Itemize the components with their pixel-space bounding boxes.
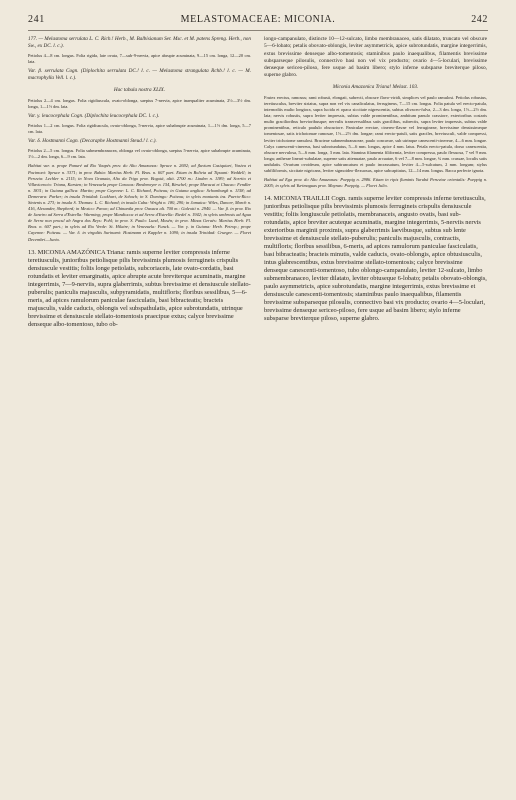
left-column xyxy=(28,36,251,332)
right-column-paragraph: Frutex erectus, ramosus; rami robusti, elongati, subrecti, obscure flavo-viridi, simplices vel paulo ramulosi. Petiolus robustus, teretiusculus, breviter striatus, supra non vel vix canaliculatus, ferrugineus, 7—15 cm. longus. Folia patula vel erecto-patula, internodiis multo longiora, supra lucida et opaca siccitate nigrescentia, subtus olivaceo-fulva, 2—3 dm. longa, 1½—2½ dm. lata; nervis robustis, supra leviter impressis, subtus valde prominentibus, ambitum panulo crassiore, exterioribus costaris multo gracilioribus brevioribusque; nervulis transversalibus satis gracilibus, subrectis, supra leviter impressis, subtus valde prominentibus, reticulo paululo obscuriore. Paniculae erectae, cinereo-flavae vel ferrugineae, brevissime densissimeque tomentosae, satis trichotomae ramosae, 1½—2½ dm. longae; rami erecto-patuli, satis graciles, breviusculi, valde compressi, leviter trichotome ramulosi. Bracteae submembranaceae, paulo concavae, sub utrinque canescenti-cinereae, 4—6 mm. longae. Calyx canescenti-cinereus, basi subrotundatus, 5—6 mm. longus, apice 4 mm. latus. Petala erecto-patula, dorso canescentia, obscure nervulosa, 5—6 mm. longa, 3 mm. lata. Stamina filamenta filiformia, leviter compressa, paulo flexuosa, 7 vel 9 mm. longa; antherae lineari-subulatae, superne satis attenuatae, paulo arcuatae, 6 vel 7—8 mm. longae, ¾ mm. crassae, loculis satis undulatis. Ovarium ovoideum, apice subtruncatum et paulo incrassatum, leviter 4—5-sulcatum, 2 mm. longum; stylus subfiliformis, siccitate nigricans, leviter sigmoideo-flexuosus, apice subcapitatus, 12—14 mm. longus. Bacca perfecte ignota. xyxy=(264,94,487,173)
right-column xyxy=(264,36,487,326)
right-column-paragraph: longo-campanulato, distincte 10—12-sulcato, limbo membranaceo, satis dilatato, truncato vel obscure 5—6-lobato; petalis obovato-oblongis, leviter asymmetricis, apice subrotundatis, margine integerrimis, extus brevissime denseque albo-tomentosis; staminibus paulo inaequalibus, filamentis brevissime subsparseque pilosulis, connectivo basi non vel vix producto; ovario 4—5-loculari, brevissime denseque sericeo-piloso, fere usque ad basim libero; stylo inferne subsparse breviterque piloso, superne glabro. xyxy=(264,36,487,79)
right-page-number: 242 xyxy=(471,14,488,25)
running-title: MELASTOMACEAE: MICONIA. xyxy=(180,14,336,25)
left-column-paragraph: Petiolus 2—4 cm. longus. Folia rigidiuscula, ovato-oblonga, saepius 7-nervia, apice inaequaliter acuminata, 2½—3½ dm. longa, 1—1½ dm. lata. xyxy=(28,97,251,109)
left-column-paragraph: Petiolus 4—8 cm. longus. Folia rigida, late ovata, 7—sub-9-nervia, apice abrupte acuminata, 9—15 cm. longa, 12—20 cm. lata. xyxy=(28,53,251,65)
right-column-paragraph: Miconia Amazonica Triana! Melast. 103. xyxy=(332,83,419,90)
left-column-paragraph: 177. — Melastoma serrulata L. C. Rich.! Herb., M. Balbisianum Ser. Msc. et M. patens Spreng. Herb., non Sw., ex DC. l. c.). xyxy=(28,36,251,50)
left-column-paragraph: Var. δ. Hostmanni Cogn. (Decaraphe Hostmanni Steud.! l. c.). xyxy=(28,138,157,145)
left-column-paragraph: Var. γ. leucocephala Cogn. (Diplochita leucocephala DC. l. c.). xyxy=(28,112,160,119)
left-column-paragraph: Habitat var. α. prope Panuré ad Rio Vaupés prov. do Alto Amazonas: Spruce n. 2692; ad fluvium Casiquiari, Vasiva et Pacimoni: Spruce n. 3371; in prov. Bahia: Martius Herb. Fl. Bras. n. 607 part. Etiam in Bolivia ad Tipuani: Weddell; in Peruvia: Lechler n. 2115; in Nova Granata, Alto da Trigo prov. Bogotá, altit. 2700 m.: Linden n. 1189; ad Sorrito et Villavicencio: Triana, Karsten; in Venezuela prope Caracas: Bredemeyer n. 154, Birschel; prope Maracai et Chacao: Fendler n. 1831; in Guiana gallica: Martin; prope Cayenne: L. C. Richard, Poiteau; in Guiana anglica: Schomburgk n. 1158; ad Demerara: Parker; in insula Trinidad: Lockhart, de Schach; in S. Domingo: Poiteau; in sylvis montanis ins. Puerto-Rico: Sintenis n. 273; in insula S. Thomas: L. C. Richard; in insula Cuba: Wright n. 180, 290; in Jamaica: Wiles, Dancer, March n. 416, Alexander, Shepherd; in Mexico: Pavon; ad Chinantla prov. Oaxaca alt. 700 m.: Galeotti n. 2940. — Var. β. in prov. Rio de Janeiro ad Serra d'Estrella: Warming; prope Mandiocca et ad Serra d'Estrella: Riedel n. 1942; in sylvis umbrosis ad Agua de Serra non procul ab Angra dos Reys: Pohl; in prov. S. Paulo: Lund, Mosén; in prov. Minas Geraës: Martius Herb. Fl. Bras. n. 607 part.; in sylvis ad Rio Verde: St. Hilaire; in Venezuela: Funck. — Var. γ. in Guiana: Herb. Petrop.; prope Cayenne: Poiteau. — Var. δ. in virgultis Surinami: Hostmann et Kappler n. 1090; in insula Trinidad: Crueger. — Floret Decembri—Junio. xyxy=(28,163,251,242)
right-column-paragraph: 14. MICONIA TRAILLII Cogn. ramis superne leviter compressis inferne teretiusculis, junioribus petiolisque pilis brevissimis plumosis ferrugineis crispulis densiuscule vestitis; foliis longiuscule petiolatis, membranaceis, angusto ovatis, basi sub-rotundatis, apice breviter acuteque acuminatis, margine integerrimis, 5-nerviis nervis exterioribus marginii proximis, supra glaberrimis laevibusque, subtus sub lente brevissime et densiuscule stellato-puberulis; paniculis majusculis, contractis, multifloris; floribus sessilibus, 6-meris, ad apices ramulorum paniculae fasciculatis, basi bibracteatis; bracteis minutis, valde caducis, ovato-oblongis, apice obtusiusculis, intus glabrescentibus, extus brevissime stellato-tomentosis; calyce brevissime denseque canescenti-tomentoso, tubo oblongo-campanulato, leviter 12-sulcato, limbo submembranaceo, leviter dilatato, leviter obtuseque 6-lobato; petalis obovato-oblongis, paulo asymmetricis, apice subrotundatis, margine integerrimis, extus brevissime et densiuscule canescenti-tomentosis; staminibus paulo inaequalibus, filamentis brevissime subsparseque pilosulis, connectivo basi vix producto; ovario 4—5-loculari, brevissime denseque sericeo-piloso, fere usque ad basim libero; stylo inferne subsparse breviterque piloso, superne glabro. xyxy=(264,195,487,323)
left-column-paragraph: Hac tabula nostra XLIX. xyxy=(113,86,166,93)
header-rule xyxy=(28,30,488,31)
left-column-paragraph: 13. MICONIA AMAZÓNICA Triana: ramis superne leviter compressis inferne teretiusculis, junioribus petiolisque pilis brevissimis plumosis ferrugineis crispulis densiuscule vestitis; foliis longe petiolatis, subcoriaceis, late ovato-cordatis, basi rotundatis et leviter emarginatis, apice abrupte acute breviterque acuminatis, margine integerrimis, 7—9-nerviis, supra glaberrimis, subtus brevissime et densiuscule stellato-puberulis; paniculis majusculis, subpyramidatis, multifloris; floribus sessilibus, 5—6-meris, ad apices ramulorum paniculae fasciculatis, basi bibracteatis; bracteis majusculis, valde caducis, oblongis vel subspathulatis, apice subrotundatis, utrinque brevissime et densiuscule stellato-tomentosis praecipue extus; calyce brevissime denseque albo-tomentoso, tubo ob- xyxy=(28,248,251,328)
left-page-number: 241 xyxy=(28,14,45,25)
running-header xyxy=(28,14,488,28)
right-column-paragraph: Habitat ad Ega prov. do Alto Amazonas: Poeppig n. 2986. Etiam in ripis fluminis Yurubá Peruviae orientalis: Poeppig n. 2005; in sylvis ad Yurimaguas prov. Maynas: Poeppig. — Floret Julio. xyxy=(264,177,487,189)
left-column-paragraph: Petiolus 2—5 cm. longus. Folia submembranacea, oblonga vel ovato-oblonga, saepius 5-nervia, apice subabrupte acuminata, 1½—2 dm. longa, 6—9 cm. lata. xyxy=(28,148,251,160)
left-column-paragraph: Petiolus 1—2 cm. longus. Folia rigidiuscula, ovato-oblonga, 5-nervia, apice subabrupte acuminata, 1—1½ dm. longa, 5—7 cm. lata. xyxy=(28,122,251,135)
left-column-paragraph: Var. β. serrulata Cogn. (Diplochita serrulata DC.! l. c. — Melastoma strangulata Rchb.! l. c. — M. macrophylla Vell. l. c.). xyxy=(28,68,251,82)
